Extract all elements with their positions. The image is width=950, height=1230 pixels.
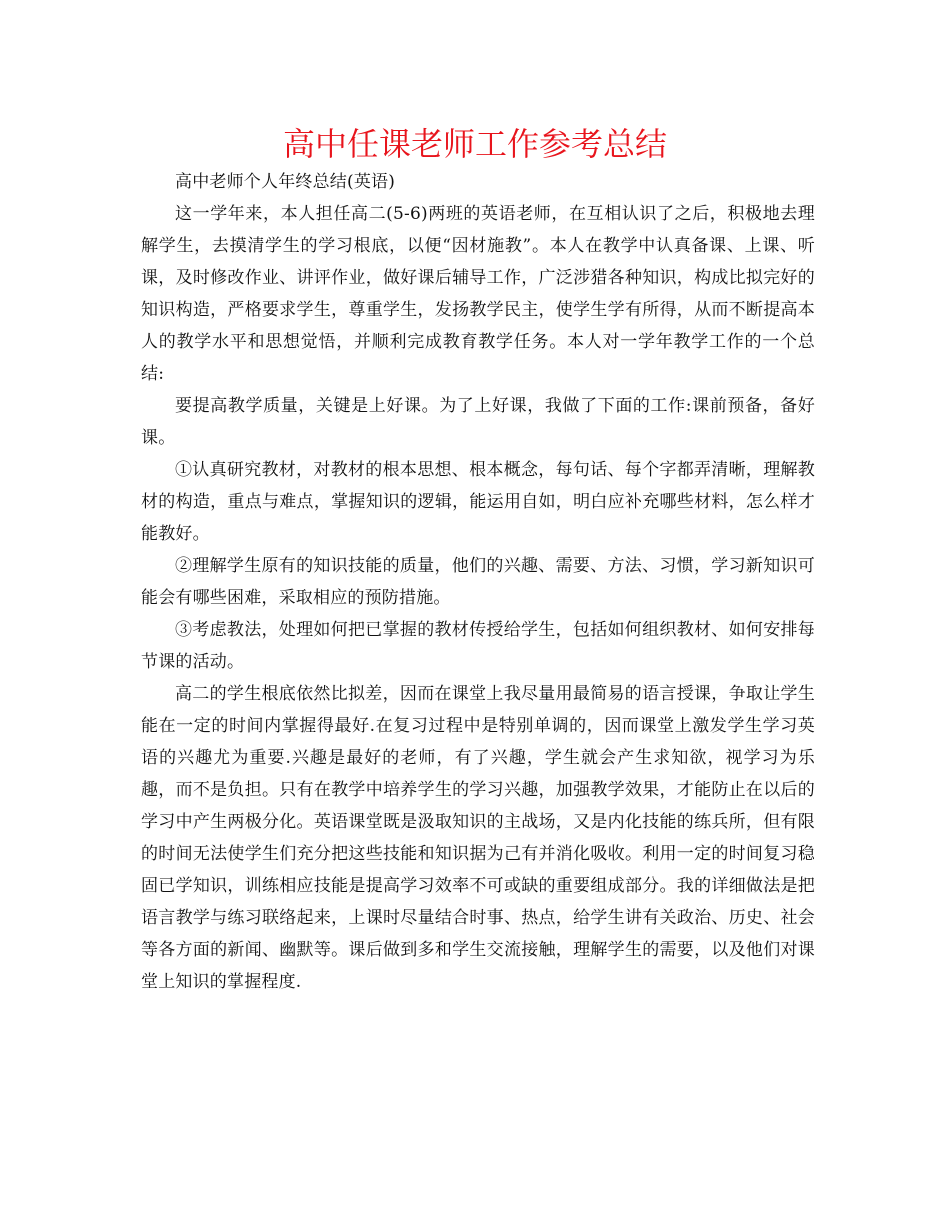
document-body: [141, 166, 815, 998]
paragraph-students: 高二的学生根底依然比拟差，因而在课堂上我尽量用最简易的语言授课，争取让学生能在一定的时间内掌握得最好.在复习过程中是特别单调的，因而课堂上激发学生学习英语的兴趣尤为重要.兴趣是最好的老师，有了兴趣，学生就会产生求知欲，视学习为乐趣，而不是负担。只有在教学中培养学生的学习兴趣，加强教学效果，才能防止在以后的学习中产生两极分化。英语课堂既是汲取知识的主战场，又是内化技能的练兵所，但有限的时间无法使学生们充分把这些技能和知识据为己有并消化吸收。利用一定的时间复习稳固已学知识，训练相应技能是提高学习效率不可或缺的重要组成部分。我的详细做法是把语言教学与练习联络起来，上课时尽量结合时事、热点，给学生讲有关政治、历史、社会等各方面的新闻、幽默等。课后做到多和学生交流接触，理解学生的需要，以及他们对课堂上知识的掌握程度.: [141, 684, 815, 992]
paragraph-key-point: 要提高教学质量，关键是上好课。为了上好课，我做了下面的工作:课前预备，备好课。: [141, 396, 815, 448]
paragraph-intro: 这一学年来，本人担任高二(5-6)两班的英语老师，在互相认识了之后，积极地去理解学生，去摸清学生的学习根底，以便“因材施教”。本人在教学中认真备课、上课、听课，及时修改作业、讲评作业，做好课后辅导工作，广泛涉猎各种知识，构成比拟完好的知识构造，严格要求学生，尊重学生，发扬教学民主，使学生学有所得，从而不断提高本人的教学水平和思想觉悟，并顺利完成教育教学任务。本人对一学年教学工作的一个总结:: [141, 204, 815, 384]
paragraph-item-3: ③考虑教法，处理如何把已掌握的教材传授给学生，包括如何组织教材、如何安排每节课的活动。: [141, 620, 815, 672]
paragraph-item-2: ②理解学生原有的知识技能的质量，他们的兴趣、需要、方法、习惯，学习新知识可能会有哪些困难，采取相应的预防措施。: [141, 556, 815, 608]
page-title: 高中任课老师工作参考总结: [282, 125, 667, 163]
paragraph-item-1: ①认真研究教材，对教材的根本思想、根本概念，每句话、每个字都弄清晰，理解教材的构造，重点与难点，掌握知识的逻辑，能运用自如，明白应补充哪些材料，怎么样才能教好。: [141, 460, 815, 544]
subtitle: 高中老师个人年终总结(英语): [175, 172, 396, 192]
